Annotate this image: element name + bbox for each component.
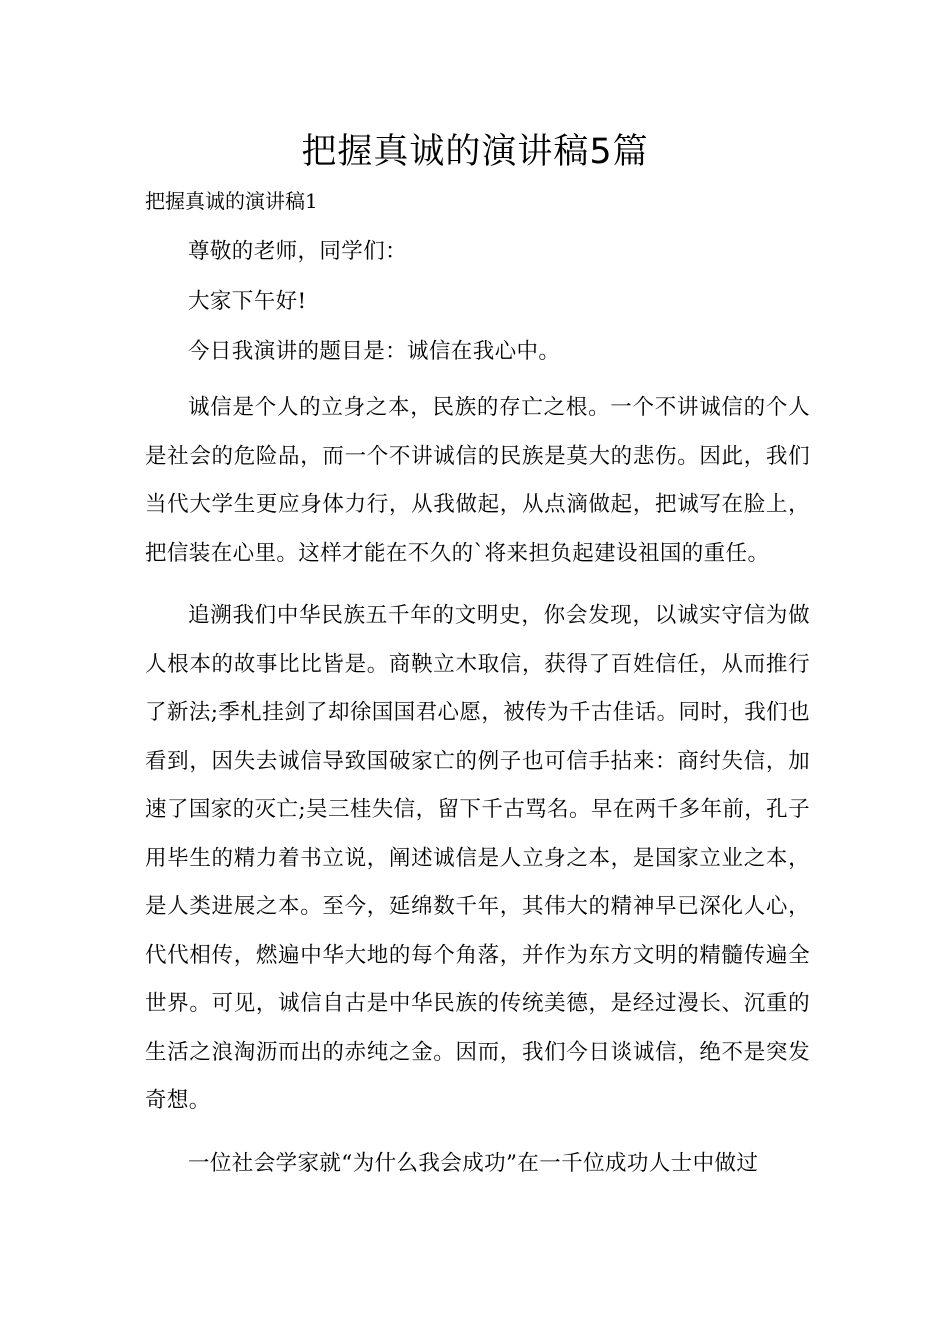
document-body — [145, 234, 810, 1202]
paragraph-topic: 今日我演讲的题目是：诚信在我心中。 — [188, 339, 561, 364]
paragraph-integrity: 诚信是个人的立身之本，民族的存亡之根。一个不讲诚信的个人是社会的危险品，而一个不讲诚信的民族是莫大的悲伤。因此，我们当代大学生更应身体力行，从我做起，从点滴做起，把诚写在脸上，把信装在心里。这样才能在不久的`将来担负起建设祖国的重任。 — [145, 395, 810, 566]
paragraph-history: 追溯我们中华民族五千年的文明史，你会发现，以诚实守信为做人根本的故事比比皆是。商鞅立木取信，获得了百姓信任，从而推行了新法;季札挂剑了却徐国国君心愿，被传为千古佳话。同时，我们也看到，因失去诚信导致国破家亡的例子也可信手拈来：商纣失信，加速了国家的灭亡;吴三桂失信，留下千古骂名。早在两千多年前，孔子用毕生的精力着书立说，阐述诚信是人立身之本，是国家立业之本，是人类进展之本。至今，延绵数千年，其伟大的精神早已深化人心，代代相传，燃遍中华大地的每个角落，并作为东方文明的精髓传遍全世界。可见，诚信自古是中华民族的传统美德，是经过漫长、沉重的生活之浪淘沥而出的赤纯之金。因而，我们今日谈诚信，绝不是突发奇想。 — [145, 603, 810, 1113]
paragraph-greeting: 尊敬的老师，同学们： — [188, 239, 408, 264]
section-heading: 把握真诚的演讲稿1 — [145, 189, 318, 213]
paragraph-sociologist: 一位社会学家就“为什么我会成功”在一千位成功人士中做过 — [188, 1150, 759, 1176]
paragraph-salutation: 大家下午好! — [188, 289, 307, 314]
document-title: 把握真诚的演讲稿5篇 — [301, 132, 649, 172]
